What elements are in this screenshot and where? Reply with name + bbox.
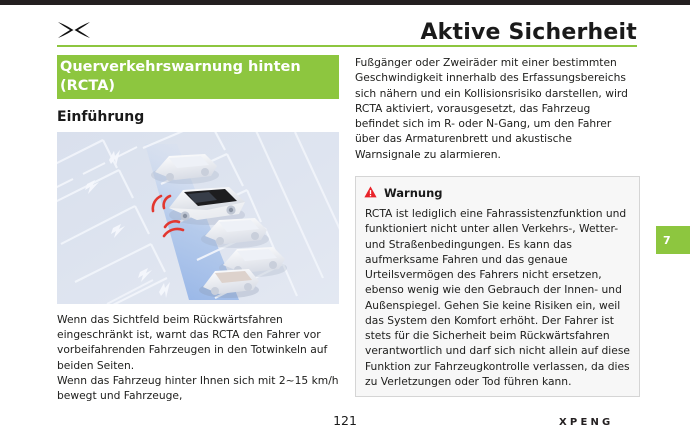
chapter-tab[interactable] [656, 226, 690, 254]
left-paragraph-1: Wenn das Sichtfeld beim Rückwärtsfahren eingeschränkt ist, warnt das RCTA den Fahrer vor vorbeifahrenden Fahrzeugen in den Totwinkeln auf beiden Seiten. [57, 313, 328, 372]
right-paragraph-1: Fußgänger oder Zweiräder mit einer bestimmten Geschwindigkeit innerhalb des Erfassungsbereichs sich nähern und ein Kollisionsrisiko darstellen, wird RCTA aktiviert, vorausgesetzt, das Fahrzeug befindet sich im R- oder N-Gang, um den Fahrer über das Armaturenbrett und akustische Warnsignale zu alarmieren. [355, 56, 628, 161]
right-column [355, 55, 637, 162]
xpeng-x-mark-icon [57, 19, 97, 41]
warning-text: RCTA ist lediglich eine Fahrassistenzfunktion und funktioniert nicht unter allen Verkehrs-, Wetter- und Straßenbedingungen. Es kann das aufmerksame Fahren und das genaue Urteilsvermögen des Fahrers nicht ersetzen, ebenso wenig wie den Gebrauch der Innen- und Außenspiegel. Gehen Sie keine Risiken ein, weil das System den Komfort erhöht. Der Fahrer ist stets für die Sicherheit beim Rückwärtsfahren verantwortlich und darf sich nicht allein auf diese Funktion zur Fahrzeugkontrolle verlassen, da dies zu Verletzungen oder Tod führen kann. [365, 207, 630, 388]
warning-title: Warnung [384, 185, 443, 200]
rcta-parking-lot-illustration [57, 132, 339, 304]
subsection-title: Einführung [57, 109, 145, 126]
page-number: 121 [333, 413, 357, 428]
page-sheet [0, 5, 690, 443]
warning-box [355, 176, 640, 397]
warning-header [356, 177, 639, 205]
warning-triangle-icon [364, 183, 377, 202]
chapter-tab-number: 7 [663, 233, 671, 247]
section-title: Querverkehrswarnung hinten (RCTA) [57, 55, 339, 99]
header-divider [57, 45, 637, 47]
left-column [57, 55, 339, 125]
brand-wordmark: XPENG [559, 417, 614, 428]
left-paragraph-2: Wenn das Fahrzeug hinter Ihnen sich mit 2~15 km/h bewegt und Fahrzeuge, [57, 374, 339, 403]
page-title: Aktive Sicherheit [420, 20, 637, 45]
